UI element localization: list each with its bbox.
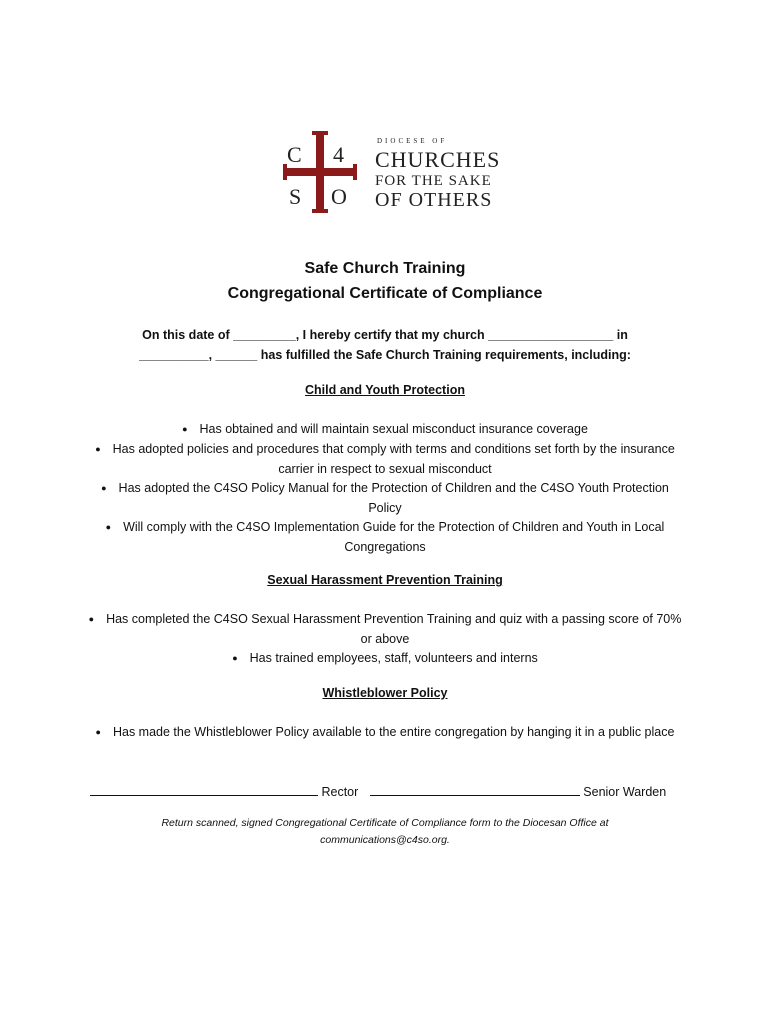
certification-line-2: __________, ______ has fulfilled the Safe Church Training requirements, including: (139, 348, 631, 362)
list-item: ● Has adopted the C4SO Policy Manual for the Protection of Children and the C4SO Youth Protection Policy (85, 479, 685, 518)
rector-signature-line[interactable] (90, 781, 318, 796)
logo-line-3: OF OTHERS (375, 189, 493, 211)
list-item: ● Has made the Whistleblower Policy available to the entire congregation by hanging it in a public place (85, 723, 685, 743)
document-title: Safe Church Training (304, 260, 466, 277)
section-heading-harassment: Sexual Harassment Prevention Training (267, 573, 503, 587)
document-subtitle: Congregational Certificate of Compliance (227, 285, 543, 302)
list-item: ● Will comply with the C4SO Implementation Guide for the Protection of Children and Youth in Local Congregations (85, 518, 685, 557)
list-item: ● Has completed the C4SO Sexual Harassment Prevention Training and quiz with a passing score of 70% or above (85, 610, 685, 649)
cross-logo-icon (281, 129, 359, 215)
section-heading-child-youth: Child and Youth Protection (305, 383, 465, 397)
list-item: ● Has adopted policies and procedures that comply with terms and conditions set forth by the insurance carrier in respect to sexual misconduct (85, 440, 685, 479)
logo-letter-o: O (331, 184, 347, 209)
child-youth-list (85, 420, 685, 557)
logo-letter-s: S (289, 184, 302, 209)
return-instructions: Return scanned, signed Congregational Certificate of Compliance form to the Diocesan Office at communications@c4so.org. (161, 817, 609, 846)
harassment-list (85, 610, 685, 669)
logo-line-2: FOR THE SAKE (375, 173, 492, 189)
signature-row (90, 781, 680, 801)
certification-line-1: On this date of _________, I hereby certify that my church __________________ in (142, 328, 628, 342)
list-item: ● Has trained employees, staff, volunteers and interns (85, 649, 685, 669)
logo-small-text: DIOCESE OF (377, 137, 448, 145)
logo-line-1: CHURCHES (375, 147, 501, 172)
rector-label: Rector (321, 785, 359, 799)
logo-letter-4: 4 (333, 142, 344, 167)
whistleblower-list (85, 723, 685, 743)
certification-statement (80, 325, 690, 365)
list-item: ● Has obtained and will maintain sexual misconduct insurance coverage (85, 420, 685, 440)
section-heading-whistleblower: Whistleblower Policy (322, 686, 448, 700)
c4so-logo (281, 129, 501, 215)
logo-letter-c: C (287, 142, 302, 167)
warden-signature-line[interactable] (370, 781, 580, 796)
warden-label: Senior Warden (583, 785, 667, 799)
